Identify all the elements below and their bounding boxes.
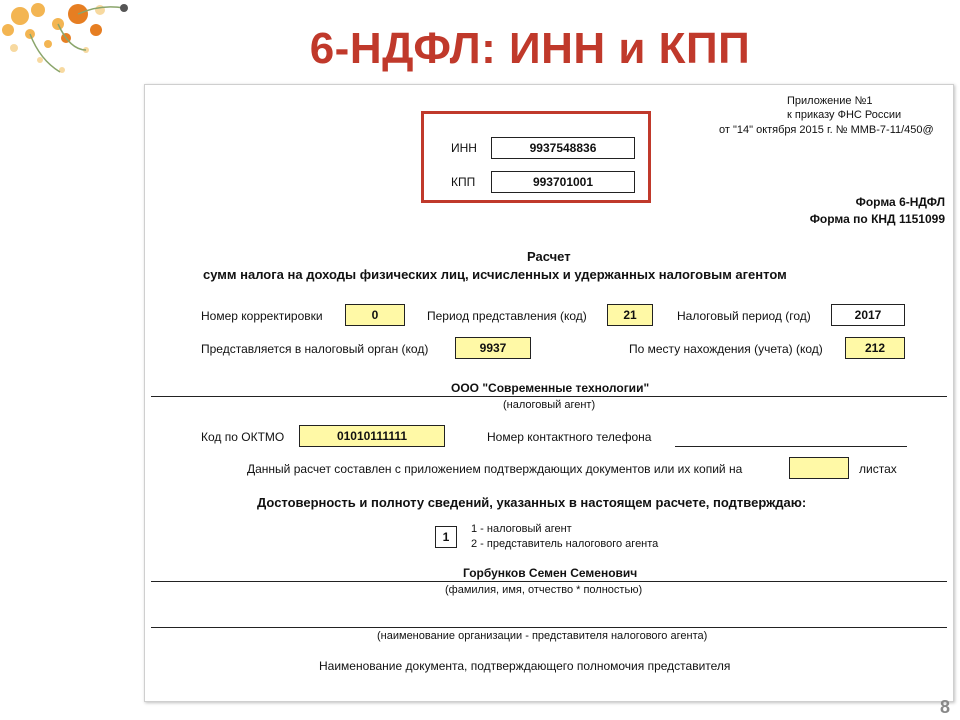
oktmo-label: Код по ОКТМО bbox=[201, 430, 285, 444]
location-field[interactable]: 212 bbox=[845, 337, 905, 359]
attachments-label: Данный расчет составлен с приложением подтверждающих документов или их копий на bbox=[247, 462, 743, 476]
phone-label: Номер контактного телефона bbox=[487, 430, 652, 444]
period-field[interactable]: 21 bbox=[607, 304, 653, 326]
confirm-heading: Достоверность и полноту сведений, указанных в настоящем расчете, подтверждаю: bbox=[257, 495, 807, 510]
document-label: Наименование документа, подтверждающего полномочия представителя bbox=[319, 659, 731, 673]
slide-title: 6-НДФЛ: ИНН и КПП bbox=[309, 24, 751, 73]
tax-authority-label: Представляется в налоговый орган (код) bbox=[201, 342, 429, 356]
signer-option1: 1 - налоговый агент bbox=[471, 523, 572, 535]
signer-underline bbox=[151, 581, 947, 582]
signer-code-field[interactable]: 1 bbox=[435, 526, 457, 548]
representative-caption: (наименование организации - представителя налогового агента) bbox=[377, 630, 708, 642]
period-label: Период представления (код) bbox=[427, 309, 587, 323]
signer-name: Горбунков Семен Семенович bbox=[463, 566, 638, 580]
oktmo-field[interactable]: 01010111111 bbox=[299, 425, 445, 447]
agent-underline bbox=[151, 396, 947, 397]
signer-option2: 2 - представитель налогового агента bbox=[471, 538, 659, 550]
form-name: Форма 6-НДФЛ bbox=[855, 195, 945, 209]
form-sheet bbox=[144, 84, 954, 702]
tax-period-label: Налоговый период (год) bbox=[677, 309, 811, 323]
inn-field[interactable]: 9937548836 bbox=[491, 137, 635, 159]
slide-number: 8 bbox=[939, 697, 950, 717]
representative-underline bbox=[151, 627, 947, 628]
correction-field[interactable]: 0 bbox=[345, 304, 405, 326]
kpp-label: КПП bbox=[451, 175, 476, 189]
inn-label: ИНН bbox=[451, 141, 477, 155]
tax-period-field[interactable]: 2017 bbox=[831, 304, 905, 326]
appendix-line3: от "14" октября 2015 г. № ММВ-7-11/450@ bbox=[719, 124, 934, 136]
attachments-field[interactable] bbox=[789, 457, 849, 479]
correction-label: Номер корректировки bbox=[201, 309, 323, 323]
phone-field[interactable] bbox=[675, 446, 907, 447]
location-label: По месту нахождения (учета) (код) bbox=[629, 342, 823, 356]
knd-code: Форма по КНД 1151099 bbox=[809, 212, 945, 226]
appendix-line1: Приложение №1 bbox=[787, 95, 873, 107]
form-subheading: сумм налога на доходы физических лиц, исчисленных и удержанных налоговым агентом bbox=[203, 267, 787, 282]
agent-name: ООО "Современные технологии" bbox=[451, 381, 650, 395]
form-heading: Расчет bbox=[527, 249, 571, 264]
kpp-field[interactable]: 993701001 bbox=[491, 171, 635, 193]
agent-caption: (налоговый агент) bbox=[503, 399, 596, 411]
appendix-line2: к приказу ФНС России bbox=[787, 109, 902, 121]
signer-caption: (фамилия, имя, отчество * полностью) bbox=[445, 584, 643, 596]
tax-authority-field[interactable]: 9937 bbox=[455, 337, 531, 359]
attachments-suffix: листах bbox=[859, 462, 897, 476]
